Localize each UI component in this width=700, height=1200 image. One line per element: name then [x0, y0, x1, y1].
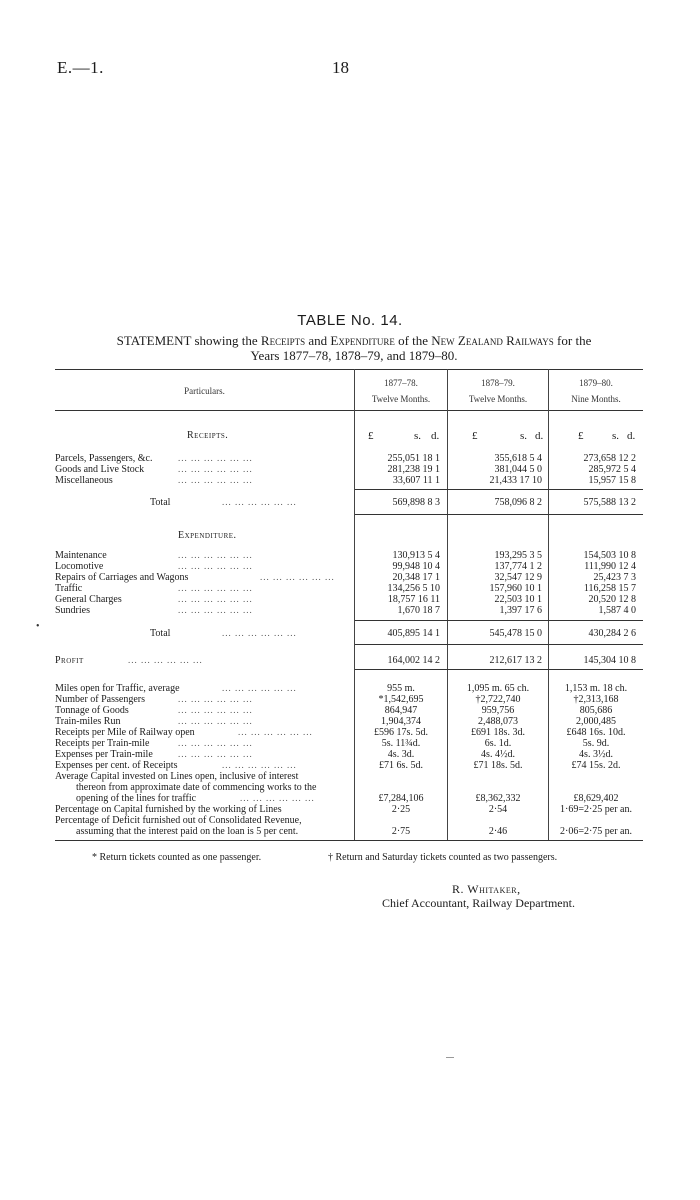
row-label: Average Capital invested on Lines open, inclusive of interest [55, 771, 299, 782]
leader-dots: ... ... ... ... ... ... [178, 738, 253, 748]
row-label: Parcels, Passengers, &c. [55, 453, 153, 464]
row-label: Repairs of Carriages and Wagons [55, 572, 189, 583]
cell-1878-79: 32,547 12 9 [494, 572, 542, 583]
leader-dots: ... ... ... ... ... ... [178, 583, 253, 593]
page-number: 18 [332, 58, 349, 77]
cell-1877-78: 5s. 11¾d. [381, 738, 421, 749]
col1-year: 1877–78. [384, 378, 418, 388]
profit-1878-79: 212,617 13 2 [489, 655, 542, 666]
row-label: Receipts per Mile of Railway open [55, 727, 195, 738]
cell-1879-80: 111,990 12 4 [584, 561, 636, 572]
expenditure-total-row [0, 628, 700, 639]
cell-1878-79: 355,618 5 4 [494, 453, 542, 464]
table-row [0, 716, 700, 727]
cell-1878-79: 2,488,073 [478, 716, 518, 727]
profit-rule [355, 669, 643, 670]
cell-1879-80: £8,629,402 [573, 793, 619, 804]
col2-year: 1878–79. [481, 378, 515, 388]
header-bottom-rule [55, 410, 643, 411]
row-label: General Charges [55, 594, 122, 605]
cell-1877-78: £71 6s. 5d. [379, 760, 423, 771]
expenditure-total-1877-78: 405,895 14 1 [387, 628, 440, 639]
row-label: Miscellaneous [55, 475, 113, 486]
col3-pence-sign: d. [627, 430, 636, 442]
cell-1879-80: 273,658 12 2 [583, 453, 636, 464]
table-top-rule [55, 369, 643, 370]
row-label: Tonnage of Goods [55, 705, 129, 716]
row-label: Expenses per Train-mile [55, 749, 153, 760]
table-row [0, 583, 700, 594]
cell-1879-80: 1·69=2·25 per an. [559, 804, 632, 815]
col1-shillings-sign: s. [414, 430, 422, 442]
leader-dots: ... ... ... ... ... ... [178, 453, 253, 463]
document-reference: E.—1. [57, 58, 104, 77]
row-label: Receipts per Train-mile [55, 738, 150, 749]
footnote-saturday-tickets: † Return and Saturday tickets counted as two passengers. [328, 852, 558, 863]
expenditure-total-1879-80: 430,284 2 6 [588, 628, 636, 639]
cell-1878-79: 1,397 17 6 [499, 605, 542, 616]
table-row [0, 572, 700, 583]
page-mark [446, 1057, 454, 1058]
row-label: Sundries [55, 605, 90, 616]
receipts-total-row [0, 497, 700, 508]
signature-title: Chief Accountant, Railway Department. [382, 896, 575, 910]
statement-receipts: Receipts [260, 333, 306, 348]
cell-1877-78: 2·75 [391, 826, 411, 837]
receipts-total-1877-78: 569,898 8 3 [392, 497, 440, 508]
table-row [0, 683, 700, 694]
col2-pence-sign: d. [535, 430, 544, 442]
leader-dots: ... ... ... ... ... ... [178, 464, 253, 474]
statement-line1-end: for the [553, 333, 592, 348]
cell-1877-78: £7,284,106 [378, 793, 424, 804]
leader-dots: ... ... ... ... ... ... [222, 683, 297, 693]
cell-1879-80: £74 15s. 2d. [571, 760, 621, 771]
cell-1877-78: 134,256 5 10 [387, 583, 440, 594]
cell-1878-79: 2·46 [488, 826, 508, 837]
cell-1878-79: 157,960 10 1 [489, 583, 542, 594]
cell-1877-78: 255,051 18 1 [387, 453, 440, 464]
cell-1878-79: 4s. 4½d. [481, 749, 515, 760]
cell-1879-80: 285,972 5 4 [588, 464, 636, 475]
col3-pound-sign: £ [578, 430, 584, 442]
leader-dots: ... ... ... ... ... ... [222, 497, 297, 507]
cell-1877-78: 33,607 11 1 [392, 475, 440, 486]
signature-name: R. Whitaker, [452, 882, 521, 896]
cell-1878-79: 193,295 3 5 [494, 550, 542, 561]
row-label: Locomotive [55, 561, 104, 572]
table-row [0, 464, 700, 475]
cell-1877-78: 1,670 18 7 [397, 605, 440, 616]
col3-shillings-sign: s. [612, 430, 620, 442]
leader-dots: ... ... ... ... ... ... [178, 694, 253, 704]
cell-1879-80: 25,423 7 3 [593, 572, 636, 583]
cell-1877-78: 4s. 3d. [387, 749, 415, 760]
cell-1878-79: 6s. 1d. [484, 738, 512, 749]
profit-label: Profit [55, 655, 84, 666]
leader-dots: ... ... ... ... ... ... [178, 716, 253, 726]
table-row [0, 738, 700, 749]
cell-1878-79: 1,095 m. 65 ch. [466, 683, 530, 694]
cell-1877-78: 18,757 16 11 [387, 594, 440, 605]
expenditure-total-rule [355, 620, 643, 621]
cell-1879-80: 2·06=2·75 per an. [559, 826, 632, 837]
leader-dots: ... ... ... ... ... ... [178, 605, 253, 615]
leader-dots: ... ... ... ... ... ... [222, 628, 297, 638]
profit-1877-78: 164,002 14 2 [387, 655, 440, 666]
leader-dots: ... ... ... ... ... ... [178, 561, 253, 571]
leader-dots: ... ... ... ... ... ... [178, 475, 253, 485]
cell-1877-78: £596 17s. 5d. [374, 727, 428, 738]
row-label: Miles open for Traffic, average [55, 683, 180, 694]
table-row [0, 694, 700, 705]
table-row [0, 453, 700, 464]
cell-1879-80: 4s. 3½d. [579, 749, 613, 760]
total-label: Total [150, 628, 171, 639]
cell-1877-78: 864,947 [384, 705, 418, 716]
table-row [0, 475, 700, 486]
leader-dots: ... ... ... ... ... ... [240, 793, 315, 803]
statement-caption [54, 333, 654, 363]
total-label: Total [150, 497, 171, 508]
col1-pence-sign: d. [431, 430, 440, 442]
leader-dots: ... ... ... ... ... ... [178, 550, 253, 560]
statement-and: and [305, 333, 331, 348]
leader-dots: ... ... ... ... ... ... [260, 572, 335, 582]
statement-expenditure: Expenditure [330, 333, 395, 348]
row-label: assuming that the interest paid on the loan is 5 per cent. [76, 826, 299, 837]
table-row [0, 561, 700, 572]
receipts-total-1879-80: 575,588 13 2 [583, 497, 636, 508]
row-label: opening of the lines for traffic [76, 793, 197, 804]
col2-shillings-sign: s. [520, 430, 528, 442]
cell-1879-80: 116,258 15 7 [583, 583, 636, 594]
cell-1878-79: †2,722,740 [475, 694, 521, 705]
cell-1879-80: 1,153 m. 18 ch. [564, 683, 628, 694]
cell-1879-80: £648 16s. 10d. [566, 727, 626, 738]
row-label: Maintenance [55, 550, 107, 561]
cell-1877-78: 1,904,374 [381, 716, 421, 727]
receipts-total-1878-79: 758,096 8 2 [494, 497, 542, 508]
table-row [0, 749, 700, 760]
cell-1877-78: 281,238 19 1 [387, 464, 440, 475]
cell-1878-79: £8,362,332 [475, 793, 521, 804]
table-row [0, 760, 700, 771]
col2-period: Twelve Months. [468, 394, 528, 404]
cell-1878-79: £691 18s. 3d. [471, 727, 525, 738]
receipts-heading: Receipts. [187, 430, 229, 441]
cell-1877-78: 2·25 [391, 804, 411, 815]
cell-1877-78: 20,348 17 1 [392, 572, 440, 583]
statement-railways: New Zealand Railways [431, 333, 554, 348]
leader-dots: ... ... ... ... ... ... [222, 760, 297, 770]
leader-dots: ... ... ... ... ... ... [178, 594, 253, 604]
capital-row-line1 [0, 771, 700, 782]
percentage-capital-row [0, 804, 700, 815]
cell-1878-79: £71 18s. 5d. [473, 760, 523, 771]
capital-row-line2 [0, 782, 700, 793]
table-row [0, 550, 700, 561]
table-title: TABLE No. 14. [297, 312, 403, 329]
cell-1878-79: 959,756 [481, 705, 515, 716]
cell-1879-80: 154,503 10 8 [583, 550, 636, 561]
row-label: Traffic [55, 583, 83, 594]
cell-1877-78: 99,948 10 4 [392, 561, 440, 572]
capital-row-line3 [0, 793, 700, 804]
expenditure-heading: Expenditure. [178, 530, 237, 541]
row-label: Expenses per cent. of Receipts [55, 760, 178, 771]
cell-1879-80: 2,000,485 [576, 716, 616, 727]
col2-pound-sign: £ [472, 430, 478, 442]
deficit-row-line2 [0, 826, 700, 837]
row-label: Goods and Live Stock [55, 464, 145, 475]
row-label: Percentage on Capital furnished by the working of Lines [55, 804, 282, 815]
cell-1879-80: 15,957 15 8 [588, 475, 636, 486]
table-row [0, 705, 700, 716]
receipts-section-rule [355, 514, 643, 515]
statement-lead: STATEMENT [116, 333, 192, 348]
cell-1878-79: 381,044 5 0 [494, 464, 542, 475]
deficit-row-line1 [0, 815, 700, 826]
profit-row [0, 655, 700, 666]
table-row [0, 727, 700, 738]
cell-1878-79: 2·54 [488, 804, 508, 815]
leader-dots: ... ... ... ... ... ... [178, 749, 253, 759]
statement-of-the: of the [394, 333, 432, 348]
row-label: thereon from approximate date of commencing works to the [76, 782, 317, 793]
col3-year: 1879–80. [579, 378, 613, 388]
statement-years: Years 1877–78, 1878–79, and 1879–80. [250, 348, 458, 363]
cell-1877-78: 955 m. [387, 683, 415, 694]
margin-mark: • [36, 621, 40, 632]
receipts-total-rule [355, 489, 643, 490]
expenditure-total-1878-79: 545,478 15 0 [489, 628, 542, 639]
leader-dots: ... ... ... ... ... ... [128, 655, 203, 665]
table-bottom-rule [55, 840, 643, 841]
particulars-heading: Particulars. [184, 386, 225, 396]
col1-period: Twelve Months. [371, 394, 431, 404]
cell-1878-79: 22,503 10 1 [494, 594, 542, 605]
row-label: Train-miles Run [55, 716, 121, 727]
leader-dots: ... ... ... ... ... ... [238, 727, 313, 737]
footnote-return-tickets: * Return tickets counted as one passenger. [92, 852, 262, 863]
cell-1877-78: *1,542,695 [378, 694, 424, 705]
expenditure-section-rule [355, 644, 643, 645]
row-label: Number of Passengers [55, 694, 145, 705]
cell-1877-78: 130,913 5 4 [392, 550, 440, 561]
cell-1879-80: †2,313,168 [573, 694, 619, 705]
cell-1878-79: 21,433 17 10 [489, 475, 542, 486]
table-row [0, 605, 700, 616]
leader-dots: ... ... ... ... ... ... [178, 705, 253, 715]
profit-1879-80: 145,304 10 8 [583, 655, 636, 666]
statement-middle: showing the [191, 333, 261, 348]
row-label: Percentage of Deficit furnished out of Consolidated Revenue, [55, 815, 302, 826]
col3-period: Nine Months. [571, 394, 621, 404]
cell-1879-80: 20,520 12 8 [588, 594, 636, 605]
cell-1878-79: 137,774 1 2 [494, 561, 542, 572]
table-row [0, 594, 700, 605]
cell-1879-80: 5s. 9d. [582, 738, 610, 749]
cell-1879-80: 1,587 4 0 [598, 605, 636, 616]
cell-1879-80: 805,686 [579, 705, 613, 716]
col1-pound-sign: £ [368, 430, 374, 442]
